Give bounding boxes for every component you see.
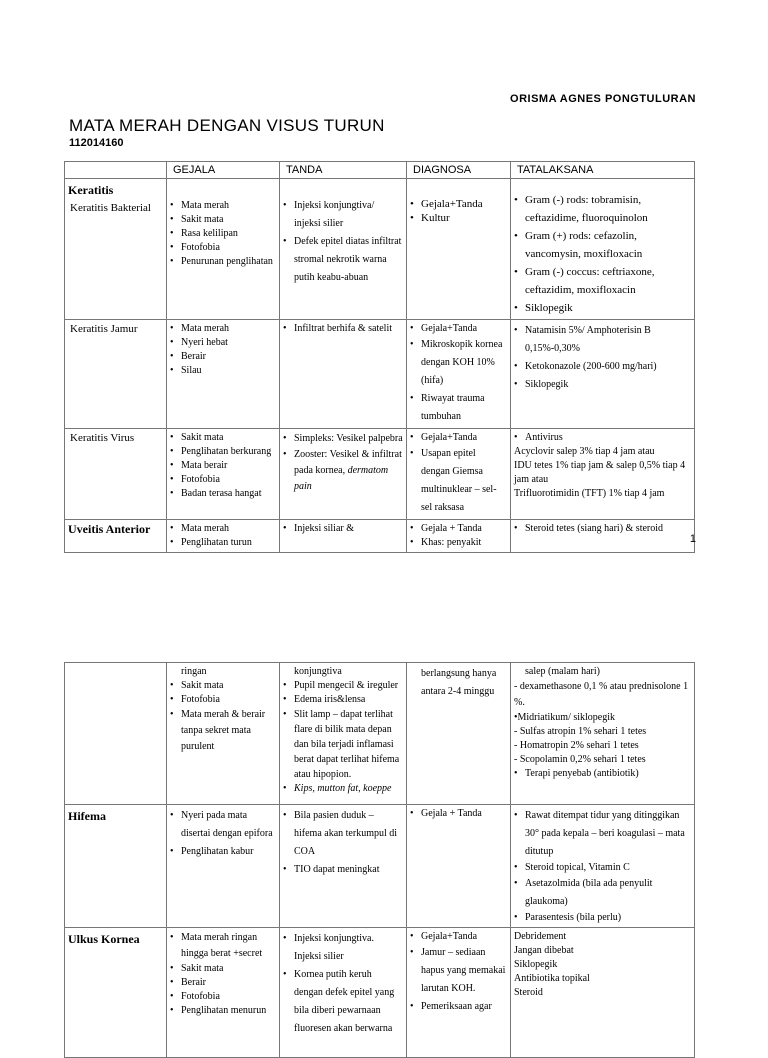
tata-dash-text: Sulfas atropin 1% sehari 1 tetes <box>519 726 647 737</box>
list-item: • Edema iris&lensa <box>283 693 403 707</box>
list-item: • Gram (+) rods: cefazolin, vancomysin, moxifloxacin <box>514 227 691 263</box>
header-tatalaksana: TATALAKSANA <box>511 162 695 179</box>
list-item: • Parasentesis (bila perlu) <box>514 911 691 925</box>
list-item: •Midriatikum/ siklopegik <box>514 712 616 723</box>
gejala-cell <box>167 320 280 429</box>
gejala-cell <box>167 429 280 520</box>
list-item: • Gejala+Tanda <box>410 197 507 211</box>
tata-dash-text: dexamethasone 0,1 % atau prednisolone 1 %. <box>514 681 689 708</box>
list-item: • Steroid topical, Vitamin C <box>514 861 691 875</box>
section-name-uveitis: Uveitis Anterior <box>68 522 151 536</box>
list-item: Trifluorotimidin (TFT) 1% tiap 4 jam <box>514 488 665 499</box>
tanda-cell <box>280 320 407 429</box>
row-name-cell <box>65 805 167 928</box>
tanda-zooster-italic: dermatom pain <box>294 465 389 492</box>
tata-star-text: Midriatikum/ siklopegik <box>517 712 616 723</box>
list-item: • Gejala+Tanda <box>410 930 507 944</box>
list-item: • Gejala + Tanda <box>410 807 507 821</box>
tanda-cell <box>280 429 407 520</box>
list-item: • Siklopegik <box>514 299 691 317</box>
row-name-cell <box>65 429 167 520</box>
list-item: • Sakit mata <box>170 962 276 976</box>
gejala-cell <box>167 805 280 928</box>
list-item: • Injeksi konjungtiva/ injeksi silier <box>283 197 403 233</box>
list-item: IDU tetes 1% tiap jam & salep 0,5% tiap 4 jam atau <box>514 460 686 485</box>
list-item: • Khas: penyakit <box>410 536 507 550</box>
tatalaksana-cell <box>511 179 695 320</box>
list-item: • Defek epitel diatas infiltrat stromal nekrotik warna putih keabu-abuan <box>283 233 403 287</box>
document-title: MATA MERAH DENGAN VISUS TURUN <box>69 116 385 135</box>
list-item: Antibiotika topikal <box>514 973 590 984</box>
author-name: ORISMA AGNES PONGTULURAN <box>510 93 696 105</box>
list-item: Acyclovir salep 3% tiap 4 jam atau <box>514 446 655 457</box>
table-row <box>65 928 695 1058</box>
list-item: • Penglihatan berkurang <box>170 445 276 459</box>
list-item: Jangan dibebat <box>514 945 574 956</box>
list-item: • Mata merah <box>170 322 276 336</box>
list-item: • Simpleks: Vesikel palpebra <box>283 431 403 447</box>
list-item: - Homatropin 2% sehari 1 tetes <box>514 740 639 751</box>
list-item <box>283 782 403 796</box>
list-item: • Penglihatan kabur <box>170 843 276 861</box>
row-name-keratitis-bakterial: Keratitis Bakterial <box>70 202 151 214</box>
list-item: • Fotofobia <box>170 693 276 707</box>
list-item: • Badan terasa hangat <box>170 487 276 501</box>
list-item: • Gram (-) coccus: ceftriaxone, ceftazidim, moxifloxacin <box>514 263 691 299</box>
table-row <box>65 663 695 805</box>
tanda-cell <box>280 179 407 320</box>
gejala-cell <box>167 663 280 805</box>
tatalaksana-cell <box>511 805 695 928</box>
list-item: • Berair <box>170 976 276 990</box>
tatalaksana-cell <box>511 520 695 553</box>
list-item: berlangsung hanya antara 2-4 minggu <box>421 668 497 697</box>
table-row <box>65 320 695 429</box>
tanda-zooster-text: Zooster: Vesikel & infiltrat pada kornea, <box>294 449 402 476</box>
diagnosa-cell <box>407 805 511 928</box>
list-item: • Mata berair <box>170 459 276 473</box>
diagnosa-cell <box>407 429 511 520</box>
list-item: • Gram (-) rods: tobramisin, ceftazidime, fluoroquinolon <box>514 191 691 227</box>
list-item: • Fotofobia <box>170 241 276 255</box>
list-item: • Kultur <box>410 211 507 225</box>
table-row <box>65 429 695 520</box>
section-name-ulkus-kornea: Ulkus Kornea <box>68 932 140 946</box>
list-item: • Antivirus <box>514 431 691 445</box>
tanda-cell <box>280 805 407 928</box>
row-name-cell <box>65 179 167 320</box>
list-item: • Slit lamp – dapat terlihat flare di bilik mata depan dan bila terjadi inflamasi berat dapat terlihat hifema atau hipopion. <box>283 707 403 782</box>
tanda-cell <box>280 663 407 805</box>
list-item: • Infiltrat berhifa & satelit <box>283 322 403 336</box>
tatalaksana-cell <box>511 928 695 1058</box>
list-item: • Usapan epitel dengan Giemsa multinuklear – sel-sel raksasa <box>410 445 507 517</box>
list-item: salep (malam hari) <box>525 666 600 677</box>
list-item: • Sakit mata <box>170 679 276 693</box>
list-item: • Gejala + Tanda <box>410 522 507 536</box>
section-name-keratitis: Keratitis <box>68 183 114 197</box>
list-item: - Sulfas atropin 1% sehari 1 tetes <box>514 726 647 737</box>
list-item: • Gejala+Tanda <box>410 431 507 445</box>
gejala-cell <box>167 179 280 320</box>
header-gejala: GEJALA <box>167 162 280 179</box>
list-item: - Scopolamin 0,2% sehari 1 tetes <box>514 754 646 765</box>
row-name-cell <box>65 663 167 805</box>
diagnosa-cell <box>407 520 511 553</box>
tatalaksana-cell <box>511 320 695 429</box>
header-empty <box>65 162 167 179</box>
diagnosa-cell <box>407 928 511 1058</box>
page1-table <box>64 161 695 553</box>
diagnosa-cell <box>407 179 511 320</box>
list-item: • Penurunan penglihatan <box>170 255 276 269</box>
header-tanda: TANDA <box>280 162 407 179</box>
list-item: • TIO dapat meningkat <box>283 861 403 879</box>
list-item: • Penglihatan menurun <box>170 1004 276 1018</box>
gejala-cell <box>167 928 280 1058</box>
list-item: • Fotofobia <box>170 990 276 1004</box>
list-item: • Rawat ditempat tidur yang ditinggikan 30° pada kepala – beri koagulasi – mata ditutup <box>514 807 691 861</box>
diagnosa-cell <box>407 663 511 805</box>
row-name-cell <box>65 928 167 1058</box>
list-item: • Sakit mata <box>170 431 276 445</box>
list-item: • Siklopegik <box>514 376 691 394</box>
list-item: • Penglihatan turun <box>170 536 276 550</box>
table-row <box>65 179 695 320</box>
list-item: • Sakit mata <box>170 213 276 227</box>
page-number: 1 <box>689 533 696 545</box>
tatalaksana-cell <box>511 663 695 805</box>
list-item: • Mata merah <box>170 522 276 536</box>
list-item: • Mata merah & berair tanpa sekret mata purulent <box>170 707 276 755</box>
list-item: • Bila pasien duduk – hifema akan terkumpul di COA <box>283 807 403 861</box>
row-name-cell <box>65 520 167 553</box>
tata-dash-text: Homatropin 2% sehari 1 tetes <box>519 740 639 751</box>
list-item <box>283 447 403 495</box>
list-item: • Terapi penyebab (antibiotik) <box>514 767 691 781</box>
list-item: • Nyeri hebat <box>170 336 276 350</box>
page2-table <box>64 662 695 1058</box>
row-name-keratitis-virus: Keratitis Virus <box>70 432 135 444</box>
list-item: • Ketokonazole (200-600 mg/hari) <box>514 358 691 376</box>
header-diagnosa: DIAGNOSA <box>407 162 511 179</box>
list-item: • Mata merah ringan hingga berat +secret <box>170 930 276 962</box>
list-item: • Steroid tetes (siang hari) & steroid <box>514 522 691 536</box>
table-row <box>65 520 695 553</box>
list-item: • Riwayat trauma tumbuhan <box>410 390 507 426</box>
list-item: • Mata merah <box>170 199 276 213</box>
table-row <box>65 805 695 928</box>
tanda-cell <box>280 520 407 553</box>
list-item: - dexamethasone 0,1 % atau prednisolone 1 %. <box>514 681 689 708</box>
list-item: • Injeksi siliar & <box>283 522 403 536</box>
list-item: • Gejala+Tanda <box>410 322 507 336</box>
list-item: • Nyeri pada mata disertai dengan epifora <box>170 807 276 843</box>
list-item: • Pemeriksaan agar <box>410 998 507 1016</box>
list-item: Debridement <box>514 931 567 942</box>
tanda-italic-text: Kips, mutton fat, koeppe <box>294 783 392 794</box>
list-item: • Kornea putih keruh dengan defek epitel yang bila diberi pewarnaan fluoresen akan berwarna <box>283 966 403 1038</box>
list-item: • Mikroskopik kornea dengan KOH 10% (hifa) <box>410 336 507 390</box>
list-item: • Asetazolmida (bila ada penyulit glaukoma) <box>514 875 691 911</box>
list-item: • Pupil mengecil & ireguler <box>283 679 403 693</box>
diagnosa-cell <box>407 320 511 429</box>
row-name-keratitis-jamur: Keratitis Jamur <box>70 323 138 335</box>
tanda-cell <box>280 928 407 1058</box>
row-name-cell <box>65 320 167 429</box>
table-header-row <box>65 162 695 179</box>
list-item: • Jamur – sediaan hapus yang memakai larutan KOH. <box>410 944 507 998</box>
list-item: • Silau <box>170 364 276 378</box>
list-item: konjungtiva <box>294 666 342 677</box>
list-item: • Berair <box>170 350 276 364</box>
list-item: • Injeksi konjungtiva. Injeksi silier <box>283 930 403 966</box>
tata-dash-text: Scopolamin 0,2% sehari 1 tetes <box>519 754 646 765</box>
list-item: Steroid <box>514 987 543 998</box>
list-item: • Fotofobia <box>170 473 276 487</box>
list-item: • Rasa kelilipan <box>170 227 276 241</box>
student-id: 112014160 <box>69 137 124 149</box>
list-item: Siklopegik <box>514 959 558 970</box>
section-name-hifema: Hifema <box>68 809 106 823</box>
tatalaksana-cell <box>511 429 695 520</box>
list-item: ringan <box>181 666 207 677</box>
gejala-cell <box>167 520 280 553</box>
list-item: • Natamisin 5%/ Amphoterisin B 0,15%-0,30% <box>514 322 691 358</box>
